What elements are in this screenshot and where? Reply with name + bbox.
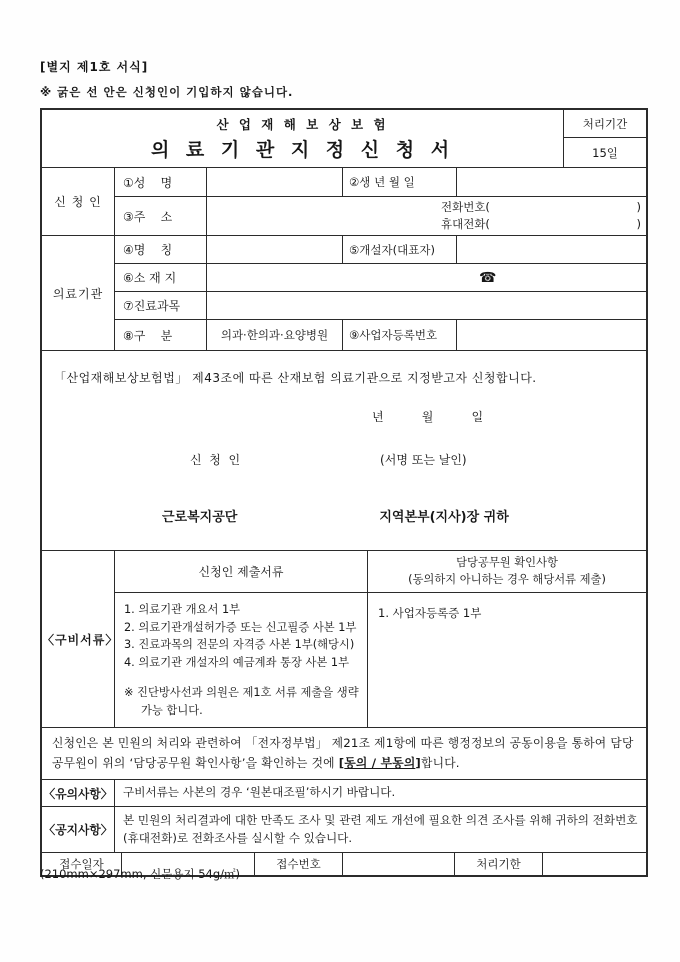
applicant-address-row [115,197,646,235]
applicant-sign-label: 신 청 인 [190,453,241,467]
consent-paragraph [42,728,646,780]
application-form-table [40,108,648,877]
consent-bracket-close: ] [415,755,422,770]
applicant-section [42,168,646,236]
required-documents-label: 〈구비서류〉 [42,551,115,727]
institution-name-label: ④명 칭 [115,236,207,263]
category-row [115,320,646,350]
form-title-block [42,110,564,167]
receipt-number-label: 접수번호 [255,853,343,875]
form-code: [별지 제1호 서식] [40,60,149,74]
consent-text-after: 합니다. [421,755,460,770]
applicant-section-label: 신 청 인 [42,168,115,235]
deadline-field [543,853,646,875]
fill-notice: ※ 굵은 선 안은 신청인이 기입하지 않습니다. [40,85,294,99]
declaration-statement: 「산업재해보상보험법」 제43조에 따른 산재보험 의료기관으로 지정받고자 신청합니다. [54,371,537,385]
mobile-close-paren: ) [636,217,641,231]
business-number-label: ⑨사업자등록번호 [343,320,457,350]
recipient-title: 지역본부(지사)장 귀하 [379,510,509,525]
address-field [207,197,646,235]
caution-label: 〈유의사항〉 [42,780,115,806]
phone-number-line [441,199,641,216]
founder-field [457,236,646,263]
signature-note: (서명 또는 날인) [380,453,467,467]
official-check-header-line2: (동의하지 아니하는 경우 해당서류 제출) [408,572,606,586]
departments-field [207,292,646,319]
signature-line [42,451,646,468]
receipt-date-label: 접수일자 [42,853,122,875]
departments-label: ⑦진료과목 [115,292,207,319]
paper-spec-note: (210mm×297mm, 신문용지 54g/㎡) [40,867,241,881]
founder-label: ⑤개설자(대표자) [343,236,457,263]
recipient-org: 근로복지공단 [162,510,238,525]
documents-header-row [115,551,646,593]
date-line: 년 월 일 [372,410,484,424]
phone-label: 전화번호( [441,200,490,214]
official-doc-item-1: 1. 사업자등록증 1부 [378,606,482,620]
category-value: 의과·한의과·요양병원 [207,320,343,350]
location-row [115,264,646,292]
birthdate-field [457,168,646,196]
category-label: ⑧구 분 [115,320,207,350]
name-label: ①성 명 [115,168,207,196]
departments-row [115,292,646,320]
caution-row [42,780,646,807]
consent-choice-text: 동의 / 부동의 [344,755,416,770]
phone-close-paren: ) [636,200,641,214]
recipient-line [42,506,646,525]
name-field [207,168,343,196]
documents-body-row [115,593,646,727]
notice-text: 본 민원의 처리결과에 대한 만족도 조사 및 관련 제도 개선에 필요한 의견 조사를 위해 귀하의 전화번호(휴대전화)로 전화조사를 실시할 수 있습니다. [123,813,638,845]
phone-icon: ☎ [479,269,497,286]
location-label: ⑥소 재 지 [115,264,207,291]
doc-item-1: 1. 의료기관 개요서 1부 [124,603,241,616]
institution-name-row [115,236,646,264]
doc-item-4: 4. 의료기관 개설자의 예금계좌 통장 사본 1부 [124,655,350,669]
receipt-number-field [343,853,455,875]
birthdate-label: ②생 년 월 일 [343,168,457,196]
mobile-number-line [441,216,641,233]
title-band [42,110,646,168]
processing-period-label: 처리기간 [564,110,646,138]
deadline-label: 처리기한 [455,853,543,875]
official-check-header [368,551,646,592]
institution-name-field [207,236,343,263]
medical-institution-section [42,236,646,351]
mobile-label: 휴대전화( [441,217,490,231]
applicant-docs-list [115,593,368,727]
applicant-docs-header: 신청인 제출서류 [115,551,368,592]
caution-text: 구비서류는 사본의 경우 ‘원본대조필’하시기 바랍니다. [123,785,396,800]
official-docs-list [368,593,646,727]
declaration-block [42,369,646,551]
consent-choice [339,756,421,770]
form-subtitle: 산 업 재 해 보 상 보 험 [216,117,389,132]
consent-text-before: 신청인은 본 민원의 처리와 관련하여 「전자정부법」 제21조 제1항에 따른 행정정보의 공동이용을 통하여 담당 공무원이 위의 ‘담당공무원 확인사항’을 확인하는 것에 [52,736,634,770]
applicant-name-row [115,168,646,197]
medical-section-label: 의료기관 [42,236,115,350]
required-documents-section [42,551,646,728]
address-label: ③주 소 [115,197,207,235]
docs-exemption-note: ※ 진단방사선과 의원은 제1호 서류 제출을 생략가능 합니다. [124,686,359,717]
form-title: 의 료 기 관 지 정 신 청 서 [150,139,455,161]
business-number-field [457,320,646,350]
notice-row [42,807,646,853]
doc-item-3: 3. 진료과목의 전문의 자격증 사본 1부(해당시) [124,638,355,651]
processing-period-box [564,110,646,167]
consent-bracket-open: [ [338,755,345,770]
official-check-header-line1: 담당공무원 확인사항 [456,556,558,570]
processing-period-value: 15일 [592,145,618,160]
doc-item-2: 2. 의료기관개설허가증 또는 신고필증 사본 1부 [124,620,357,634]
notice-label: 〈공지사항〉 [42,807,115,852]
